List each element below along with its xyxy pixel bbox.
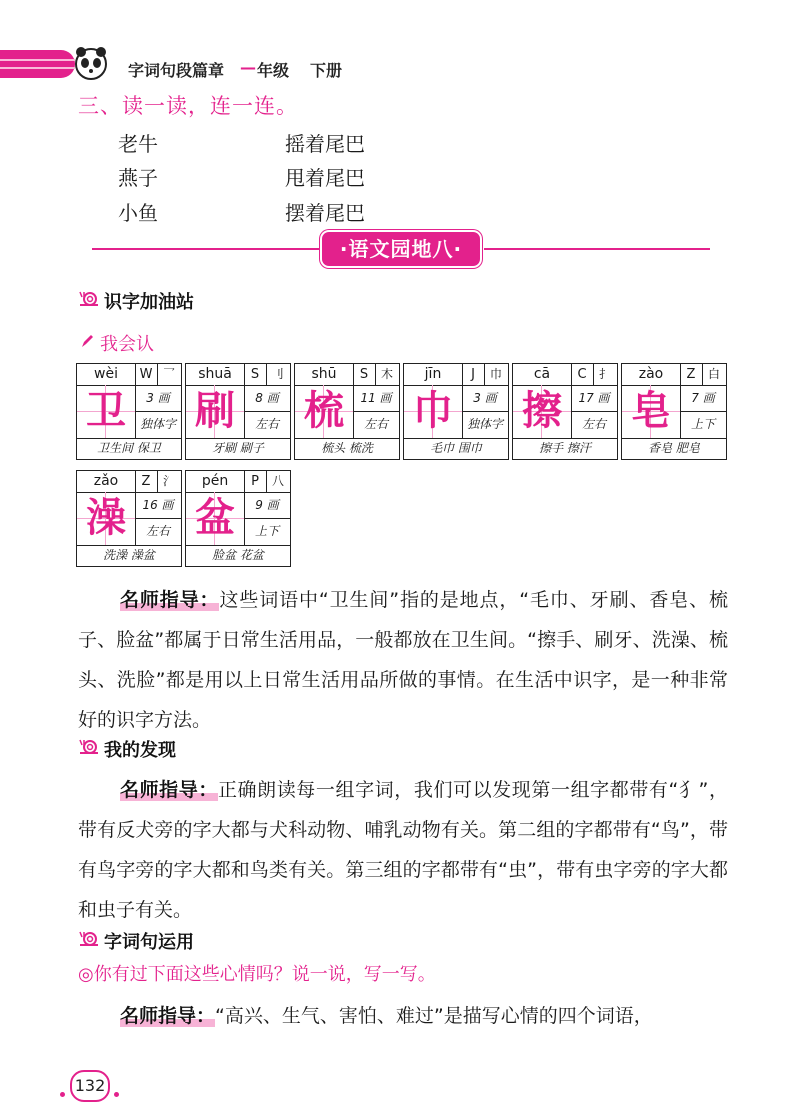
card-pinyin: zào xyxy=(622,364,681,386)
card-structure: 左右 xyxy=(353,411,399,439)
book-title: 字词句段篇章 xyxy=(128,61,225,80)
card-character: 刷 xyxy=(186,385,245,439)
card-pinyin: shū xyxy=(295,364,354,386)
card-strokes: 17 画 xyxy=(571,385,617,412)
card-letter: W xyxy=(135,364,158,386)
card-radical: 八 xyxy=(266,471,290,493)
page-number: 132 xyxy=(70,1070,110,1102)
card-strokes: 3 画 xyxy=(462,385,508,412)
guide-text-1: 这些词语中“卫生间”指的是地点，“毛巾、牙刷、香皂、梳子、脸盆”都属于日常生活用品，一般都放在卫生间。“擦手、刷牙、洗澡、梳头、洗脸”都是用以上日常生活用品所做的事情。在生活中识字，是一种非常好的识字方法。 xyxy=(78,589,728,731)
card-strokes: 7 画 xyxy=(680,385,726,412)
char-card xyxy=(76,470,182,567)
char-card xyxy=(76,363,182,460)
match-right-2: 甩着尾巴 xyxy=(285,166,365,190)
card-radical: 氵 xyxy=(157,471,181,493)
section-banner: ·语文园地八· xyxy=(322,232,480,266)
card-words: 梳头 梳洗 xyxy=(321,441,373,455)
card-radical: 巾 xyxy=(484,364,508,386)
card-structure: 左右 xyxy=(135,518,181,546)
card-structure: 左右 xyxy=(571,411,617,439)
grade-label: 年级 xyxy=(257,61,290,80)
volume-label: 下册 xyxy=(310,61,343,80)
guide-paragraph-1 xyxy=(78,580,728,740)
card-character: 巾 xyxy=(404,385,463,439)
card-radical: 扌 xyxy=(593,364,617,386)
card-words: 擦手 擦汗 xyxy=(539,441,591,455)
card-words: 毛巾 围巾 xyxy=(430,441,482,455)
card-words: 脸盆 花盆 xyxy=(212,548,264,562)
card-letter: C xyxy=(571,364,594,386)
header-dash: — xyxy=(240,58,256,77)
card-character: 澡 xyxy=(77,492,136,546)
card-pinyin: jīn xyxy=(404,364,463,386)
snail-icon xyxy=(78,929,100,947)
snail-icon xyxy=(78,289,100,307)
page-dot xyxy=(60,1092,65,1097)
guide-label: 名师指导： xyxy=(120,779,218,801)
char-card xyxy=(512,363,618,460)
card-character: 擦 xyxy=(513,385,572,439)
card-words: 洗澡 澡盆 xyxy=(103,548,155,562)
card-words: 牙刷 刷子 xyxy=(212,441,264,455)
page-dot xyxy=(114,1092,119,1097)
header-stripe xyxy=(0,50,75,78)
subsection-title-2: 我的发现 xyxy=(104,740,176,761)
card-letter: S xyxy=(244,364,267,386)
guide-label: 名师指导： xyxy=(120,1005,216,1027)
subsection-title-1: 识字加油站 xyxy=(104,292,194,313)
card-strokes: 3 画 xyxy=(135,385,181,412)
char-card xyxy=(185,363,291,460)
exercise-prompt: ◎你有过下面这些心情吗？说一说，写一写。 xyxy=(78,964,436,985)
divider-left xyxy=(92,248,320,250)
card-radical: 木 xyxy=(375,364,399,386)
panda-mascot-icon xyxy=(72,44,110,82)
card-character: 皂 xyxy=(622,385,681,439)
card-letter: Z xyxy=(135,471,158,493)
card-letter: P xyxy=(244,471,267,493)
card-strokes: 11 画 xyxy=(353,385,399,412)
card-radical: 白 xyxy=(702,364,726,386)
card-structure: 左右 xyxy=(244,411,290,439)
learn-label: 我会认 xyxy=(100,334,154,355)
subsection-title-3: 字词句运用 xyxy=(104,932,194,953)
guide-text-3: “高兴、生气、害怕、难过”是描写心情的四个词语， xyxy=(215,1005,653,1027)
card-structure: 独体字 xyxy=(462,411,508,439)
card-words: 香皂 肥皂 xyxy=(648,441,700,455)
card-radical: 乛 xyxy=(157,364,181,386)
snail-icon xyxy=(78,737,100,755)
card-pinyin: pén xyxy=(186,471,245,493)
char-card xyxy=(294,363,400,460)
card-character: 盆 xyxy=(186,492,245,546)
match-right-1: 摇着尾巴 xyxy=(285,132,365,156)
char-card xyxy=(621,363,727,460)
card-strokes: 9 画 xyxy=(244,492,290,519)
card-strokes: 8 画 xyxy=(244,385,290,412)
card-letter: J xyxy=(462,364,485,386)
match-left-2: 燕子 xyxy=(118,166,158,190)
card-words: 卫生间 保卫 xyxy=(97,441,161,455)
card-letter: Z xyxy=(680,364,703,386)
char-card xyxy=(403,363,509,460)
char-card xyxy=(185,470,291,567)
card-character: 梳 xyxy=(295,385,354,439)
guide-paragraph-2 xyxy=(78,770,728,930)
card-pinyin: shuā xyxy=(186,364,245,386)
card-pinyin: cā xyxy=(513,364,572,386)
card-pinyin: zǎo xyxy=(77,471,136,493)
divider-right xyxy=(484,248,710,250)
card-pinyin: wèi xyxy=(77,364,136,386)
card-radical: 刂 xyxy=(266,364,290,386)
guide-paragraph-3 xyxy=(78,996,728,1036)
section3-title: 三、读一读，连一连。 xyxy=(78,94,298,118)
guide-label: 名师指导： xyxy=(120,589,220,611)
match-left-1: 老牛 xyxy=(118,132,158,156)
card-structure: 上下 xyxy=(244,518,290,546)
card-strokes: 16 画 xyxy=(135,492,181,519)
card-letter: S xyxy=(353,364,376,386)
card-structure: 独体字 xyxy=(135,411,181,439)
guide-text-2: 正确朗读每一组字词，我们可以发现第一组字都带有“犭”，带有反犬旁的字大都与犬科动物、哺乳动物有关。第二组的字都带有“鸟”，带有鸟字旁的字大都和鸟类有关。第三组的字都带有“虫”，带有虫字旁的字大都和虫子有关。 xyxy=(78,779,728,921)
match-left-3: 小鱼 xyxy=(118,201,158,225)
card-character: 卫 xyxy=(77,385,136,439)
card-structure: 上下 xyxy=(680,411,726,439)
match-right-3: 摆着尾巴 xyxy=(285,201,365,225)
pencil-icon xyxy=(80,333,94,349)
